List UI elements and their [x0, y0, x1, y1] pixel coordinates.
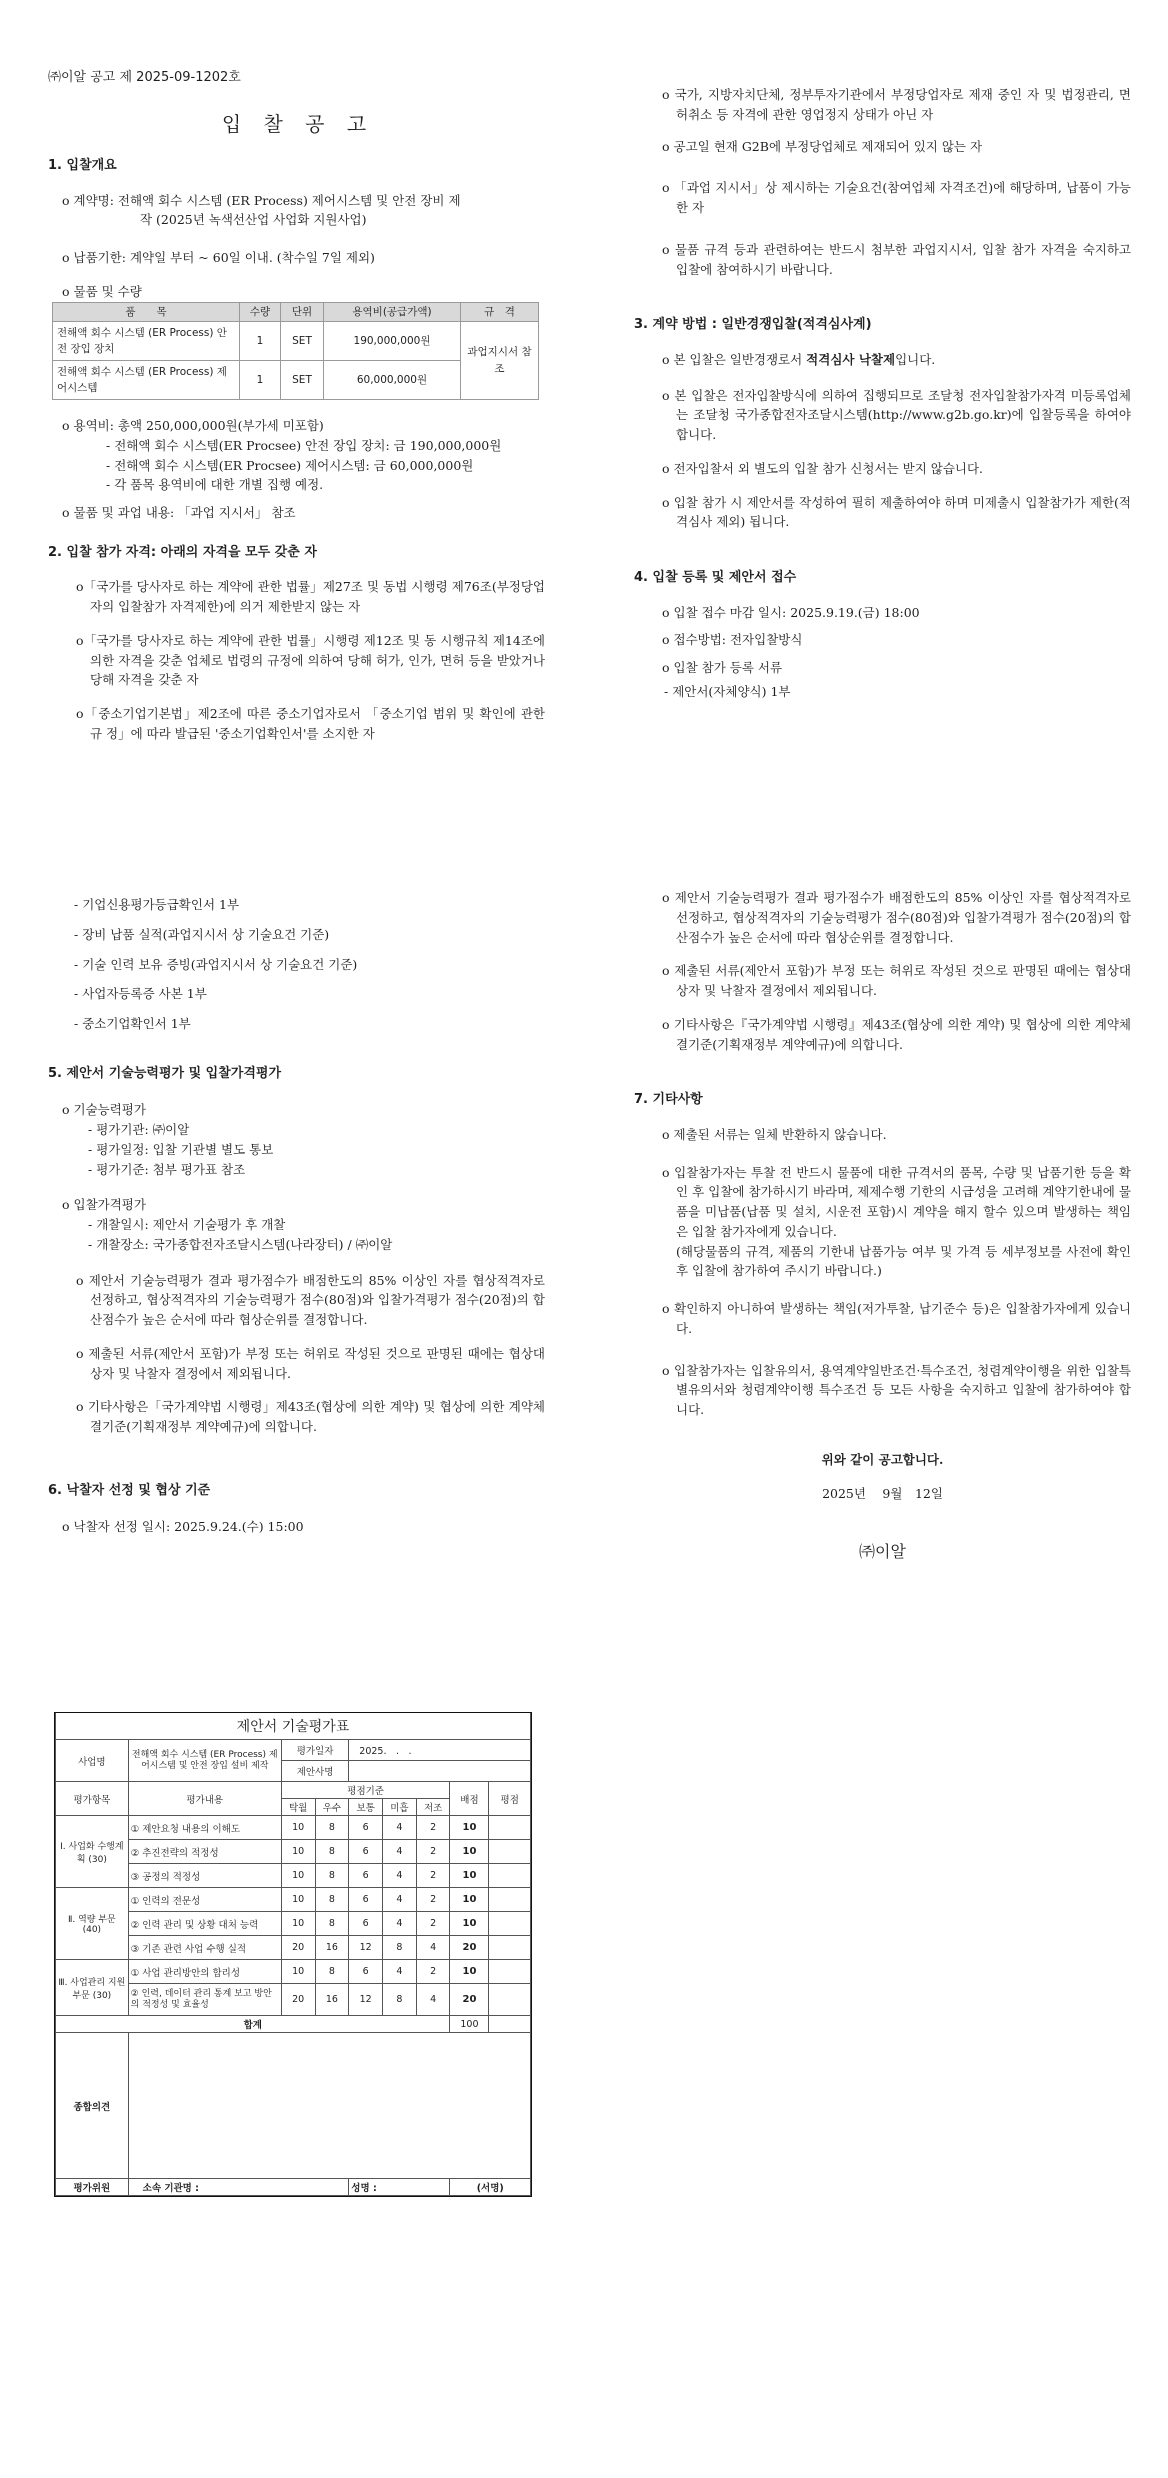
- score-header: 평점: [489, 1782, 531, 1816]
- opening-time: - 개찰일시: 제안서 기술평가 후 개찰: [88, 1217, 286, 1233]
- section-1-title: 1. 입찰개요: [48, 158, 117, 173]
- col-spec: 규 격: [461, 302, 539, 322]
- misc-4: o 입찰참가자는 입찰유의서, 용역계약일반조건·특수조건, 청렴계약이행을 위한 입찰특별유의서와 청렴계약이행 특수조건 등 모든 사항을 숙지하고 입찰에 참가하여야 합니다.: [662, 1362, 1131, 1418]
- company-name: ㈜이알: [859, 1542, 906, 1562]
- service-cost-note: - 각 품목 용역비에 대한 개별 집행 예정.: [106, 477, 324, 493]
- score-input: [489, 1816, 531, 1840]
- eval-rule-3: o 기타사항은「국가계약법 시행령」제43조(협상에 의한 계약) 및 협상에 의한 계약체 결기준(기획재정부 계약예규)에 의합니다.: [76, 1399, 545, 1435]
- allocation-cell: 10: [450, 1864, 489, 1888]
- score-cell: 10: [281, 1840, 315, 1864]
- score-cell: 10: [281, 1864, 315, 1888]
- score-cell: 6: [349, 1864, 383, 1888]
- item-name: 전해액 회수 시스템 (ER Process) 제어시스템: [53, 361, 240, 400]
- qualification-5: o 공고일 현재 G2B에 부정당업체로 제재되어 있지 않는 자: [662, 138, 983, 154]
- score-cell: 8: [315, 1912, 349, 1936]
- tech-evaluation: o 기술능력평가: [62, 1102, 146, 1118]
- contract-method-1-end: 입니다.: [895, 351, 936, 367]
- total-score: [489, 2016, 531, 2033]
- winner-selection-date: o 낙찰자 선정 일시: 2025.9.24.(수) 15:00: [62, 1519, 304, 1535]
- criteria-item: ① 사업 관리방안의 합리성: [128, 1960, 281, 1984]
- score-cell: 2: [416, 1912, 450, 1936]
- item-name: 전해액 회수 시스템 (ER Process) 안전 장입 장치: [53, 322, 240, 361]
- tech-eval-org: - 평가기관: ㈜이알: [88, 1122, 190, 1138]
- evaluator-name-label: 성명 :: [349, 2179, 450, 2196]
- left-column-page1: [48, 156, 545, 744]
- score-cell: 8: [315, 1864, 349, 1888]
- misc-2-note: (해당물품의 규격, 제품의 기한내 납품가능 여부 및 가격 등 세부정보를 사전에 확인 후 입찰에 참가하여 주시기 바랍니다.): [676, 1243, 1131, 1279]
- score-cell: 4: [383, 1816, 417, 1840]
- required-documents: o 입찰 참가 등록 서류: [662, 660, 783, 676]
- table-row: [56, 1816, 531, 1840]
- notice-number: ㈜이알 공고 제 2025-09-1202호: [48, 70, 241, 85]
- contract-method-4: o 입찰 참가 시 제안서를 작성하여 필히 제출하여야 하며 미제출시 입찰참가가 제한(적격심사 제외) 됩니다.: [662, 494, 1131, 530]
- item-unit: SET: [281, 322, 324, 361]
- item-header: 평가항목: [56, 1782, 129, 1816]
- score-cell: 6: [349, 1912, 383, 1936]
- eval-rule-1: o 제안서 기술능력평가 결과 평가점수가 배점한도의 85% 이상인 자를 협상적격자로 선정하고, 협상적격자의 기술능력평가 점수(80점)와 입찰가격평가 점수(20점)의 합산점수가 높은 순서에 따라 협상순위를 결정합니다.: [76, 1272, 545, 1328]
- total-label: 합계: [56, 2016, 450, 2033]
- criteria-item: ② 인력 관리 및 상황 대처 능력: [128, 1912, 281, 1936]
- score-cell: 10: [281, 1816, 315, 1840]
- project-label: 사업명: [56, 1740, 129, 1782]
- score-cell: 8: [315, 1960, 349, 1984]
- criteria-item: ② 인력, 데이터 관리 통계 보고 방안의 적정성 및 효율성: [128, 1984, 281, 2016]
- contract-method-1: [634, 350, 1131, 370]
- section-4-title: 4. 입찰 등록 및 제안서 접수: [634, 570, 797, 586]
- score-cell: 4: [383, 1960, 417, 1984]
- grade-good: 우수: [315, 1799, 349, 1816]
- col-item: 품 목: [53, 302, 240, 322]
- score-input: [489, 1864, 531, 1888]
- col-unit: 단위: [281, 302, 324, 322]
- evaluator-signature: (서명): [450, 2179, 531, 2196]
- item-qty: 1: [240, 322, 281, 361]
- score-input: [489, 1936, 531, 1960]
- selection-rule-2: o 제출된 서류(제안서 포함)가 부정 또는 허위로 작성된 것으로 판명된 때에는 협상대 상자 및 낙찰자 결정에서 제외됩니다.: [662, 963, 1131, 998]
- opinion-row: [56, 2033, 531, 2179]
- required-doc-3: - 장비 납품 실적(과업지시서 상 기술요건 기준): [74, 926, 330, 942]
- score-cell: 4: [416, 1984, 450, 2016]
- contract-method-1-text: o 본 입찰은 일반경쟁로서: [662, 351, 807, 367]
- score-cell: 8: [383, 1936, 417, 1960]
- service-cost-item2: - 전해액 회수 시스템(ER Procsee) 제어시스템: 금 60,000,000원: [106, 457, 474, 473]
- opinion-label: 종합의견: [56, 2033, 129, 2179]
- contract-method-1-bold: 적격심사 낙찰제: [806, 351, 896, 367]
- allocation-cell: 10: [450, 1840, 489, 1864]
- project-name: 전해액 회수 시스템 (ER Process) 제어시스템 및 안전 장입 설비 제작: [128, 1740, 281, 1782]
- item-unit: SET: [281, 361, 324, 400]
- score-cell: 8: [315, 1816, 349, 1840]
- score-cell: 4: [383, 1912, 417, 1936]
- evaluation-title: 제안서 기술평가표: [56, 1713, 531, 1740]
- score-input: [489, 1888, 531, 1912]
- evaluator-affiliation: 소속 기관명 :: [128, 2179, 349, 2196]
- proposer-label: 제안사명: [281, 1761, 348, 1782]
- contract-name-line1: o 계약명: 전해액 회수 시스템 (ER Process) 제어시스템 및 안전 장비 제: [62, 192, 461, 208]
- score-cell: 20: [281, 1936, 315, 1960]
- allocation-cell: 20: [450, 1984, 489, 2016]
- section-6-title: 6. 낙찰자 선정 및 협상 기준: [48, 1482, 211, 1498]
- qualification-3: o「중소기업기본법」제2조에 따른 중소기업자로서 「중소기업 범위 및 확인에 관한 규 정」에 따라 발급된 '중소기업확인서'를 소지한 자: [76, 706, 545, 741]
- qualification-1: o「국가를 당사자로 하는 계약에 관한 법률」제27조 및 동법 시행령 제76조(부정당업자의 입찰참가 자격제한)에 의거 제한받지 않는 자: [76, 579, 545, 615]
- required-doc-6: - 중소기업확인서 1부: [74, 1016, 191, 1031]
- col-qty: 수량: [240, 302, 281, 322]
- announcement-date: 2025년 9월 12일: [822, 1485, 943, 1501]
- allocation-header: 배점: [450, 1782, 489, 1816]
- score-cell: 20: [281, 1984, 315, 2016]
- right-column-page2: [634, 888, 1131, 1565]
- table-row: [53, 322, 539, 361]
- section-3-title: 3. 계약 방법 : 일반경쟁입찰(적격심사계): [634, 317, 872, 333]
- table-row: [56, 1888, 531, 1912]
- qualification-6: o 「과업 지시서」상 제시하는 기술요건(참여업체 자격조건)에 해당하며, 납품이 가능한 자: [662, 180, 1131, 215]
- score-cell: 6: [349, 1840, 383, 1864]
- score-cell: 10: [281, 1888, 315, 1912]
- allocation-cell: 20: [450, 1936, 489, 1960]
- right-column-page1: [634, 85, 1131, 702]
- grade-bad: 저조: [416, 1799, 450, 1816]
- tech-eval-criteria: - 평가기준: 첨부 평가표 참조: [88, 1161, 246, 1177]
- contract-method-3: o 전자입찰서 외 별도의 입찰 참가 신청서는 받지 않습니다.: [662, 460, 984, 476]
- section-2-title: 2. 입찰 참가 자격: 아래의 자격을 모두 갖춘 자: [48, 544, 317, 560]
- allocation-cell: 10: [450, 1816, 489, 1840]
- criteria-item: ① 제안요청 내용의 이해도: [128, 1816, 281, 1840]
- score-cell: 10: [281, 1960, 315, 1984]
- total-row: [56, 2016, 531, 2033]
- tech-eval-schedule: - 평가일정: 입찰 기관별 별도 통보: [88, 1141, 274, 1157]
- category-2: Ⅱ. 역량 부문 (40): [56, 1888, 129, 1960]
- score-cell: 16: [315, 1984, 349, 2016]
- score-cell: 16: [315, 1936, 349, 1960]
- service-cost-total: o 용역비: 총액 250,000,000원(부가세 미포함): [62, 418, 324, 434]
- contract-method-2: o 본 입찰은 전자입찰방식에 의하여 집행되므로 조달청 전자입찰참가자격 미등록업체는 조달청 국가종합전자조달시스템(http://www.g2b.go.kr)에 입찰등록을 하여야 합니다.: [662, 387, 1131, 443]
- document-title: 입 찰 공 고: [221, 112, 375, 136]
- grade-poor: 미흡: [383, 1799, 417, 1816]
- allocation-cell: 10: [450, 1960, 489, 1984]
- left-column-page2: [48, 895, 545, 1537]
- score-cell: 4: [416, 1936, 450, 1960]
- grade-average: 보통: [349, 1799, 383, 1816]
- score-cell: 4: [383, 1888, 417, 1912]
- score-input: [489, 1840, 531, 1864]
- selection-rule-3: o 기타사항은『국가계약법 시행령』제43조(협상에 의한 계약) 및 협상에 의한 계약체 결기준(기획재정부 계약예규)에 의합니다.: [662, 1016, 1131, 1052]
- score-cell: 8: [315, 1840, 349, 1864]
- section-5-title: 5. 제안서 기술능력평가 및 입찰가격평가: [48, 1065, 282, 1081]
- table-row: [56, 1960, 531, 1984]
- misc-1: o 제출된 서류는 일체 반환하지 않습니다.: [662, 1126, 887, 1142]
- delivery-deadline: o 납품기한: 계약일 부터 ~ 60일 이내. (착수일 7일 제외): [62, 250, 375, 266]
- item-qty: 1: [240, 361, 281, 400]
- proposer-value: [349, 1761, 531, 1782]
- score-cell: 2: [416, 1840, 450, 1864]
- score-cell: 6: [349, 1816, 383, 1840]
- criteria-item: ③ 공정의 적정성: [128, 1864, 281, 1888]
- item-price: 60,000,000원: [324, 361, 461, 400]
- qualification-4: o 국가, 지방자치단체, 정부투자기관에서 부정당업자로 제재 중인 자 및 법정관리, 면허취소 등 자격에 관한 영업정지 상태가 아닌 자: [662, 87, 1131, 122]
- opening-place: - 개찰장소: 국가종합전자조달시스템(나라장터) / ㈜이알: [88, 1236, 393, 1252]
- score-input: [489, 1984, 531, 2016]
- task-scope: o 물품 및 과업 내용: 「과업 지시서」 참조: [62, 505, 296, 521]
- qualification-7: o 물품 규격 등과 관련하여는 반드시 첨부한 과업지시서, 입찰 참가 자격을 숙지하고 입찰에 참여하시기 바랍니다.: [662, 241, 1131, 277]
- score-cell: 8: [315, 1888, 349, 1912]
- score-input: [489, 1912, 531, 1936]
- score-input: [489, 1960, 531, 1984]
- eval-date-label: 평가일자: [281, 1740, 348, 1761]
- contract-name-line2: 작 (2025년 녹색선산업 사업화 지원사업): [140, 212, 367, 228]
- score-cell: 2: [416, 1888, 450, 1912]
- evaluator-row: [56, 2179, 531, 2196]
- item-price: 190,000,000원: [324, 322, 461, 361]
- total-value: 100: [450, 2016, 489, 2033]
- grade-excellent: 탁월: [281, 1799, 315, 1816]
- price-evaluation: o 입찰가격평가: [62, 1197, 146, 1213]
- allocation-cell: 10: [450, 1888, 489, 1912]
- closing-statement: 위와 같이 공고합니다.: [821, 1451, 944, 1467]
- score-cell: 12: [349, 1984, 383, 2016]
- opinion-box: [128, 2033, 530, 2179]
- score-cell: 8: [383, 1984, 417, 2016]
- category-3: Ⅲ. 사업관리 지원부문 (30): [56, 1960, 129, 2016]
- goods-and-quantity: o 물품 및 수량: [62, 283, 142, 299]
- category-1: Ⅰ. 사업화 수행계획 (30): [56, 1816, 129, 1888]
- required-doc-2: - 기업신용평가등급확인서 1부: [74, 897, 240, 912]
- misc-2: o 입찰참가자는 투찰 전 반드시 물품에 대한 규격서의 품목, 수량 및 납품기한 등을 확인 후 입찰에 참가하시기 바라며, 제제수행 기한의 시급성을 고려해 계약기한내에 물품을 미납품(납품 및 설치, 시운전 포함)시 계약을 해지 할수 있으며 발생하는 책임은 입찰 참가자에게 있습니다.: [662, 1164, 1131, 1239]
- score-cell: 6: [349, 1960, 383, 1984]
- submission-deadline: o 입찰 접수 마감 일시: 2025.9.19.(금) 18:00: [662, 604, 920, 620]
- evaluation-table: [55, 1713, 531, 2196]
- score-cell: 2: [416, 1816, 450, 1840]
- section-7-title: 7. 기타사항: [634, 1092, 703, 1108]
- score-cell: 4: [383, 1840, 417, 1864]
- criteria-item: ② 추진전략의 적정성: [128, 1840, 281, 1864]
- qualification-2: o「국가를 당사자로 하는 계약에 관한 법률」시행령 제12조 및 동 시행규칙 제14조에 의한 자격을 갖춘 업체로 법령의 규정에 의하여 당해 허가, 인가, 면허 등을 받았거나 당해 자격을 갖춘 자: [76, 632, 545, 688]
- content-header: 평가내용: [128, 1782, 281, 1816]
- items-table: [52, 302, 539, 401]
- criteria-item: ③ 기존 관련 사업 수행 실적: [128, 1936, 281, 1960]
- selection-rule-1: o 제안서 기술능력평가 결과 평가점수가 배점한도의 85% 이상인 자를 협상적격자로 선정하고, 협상적격자의 기술능력평가 점수(80점)와 입찰가격평가 점수(20점)의 합산점수가 높은 순서에 따라 협상순위를 결정합니다.: [662, 890, 1131, 945]
- required-doc-1: - 제안서(자체양식) 1부: [664, 683, 791, 699]
- score-cell: 10: [281, 1912, 315, 1936]
- evaluation-sheet: [54, 1712, 532, 2197]
- service-cost-item1: - 전해액 회수 시스템(ER Procsee) 안전 장입 장치: 금 190,000,000원: [106, 437, 502, 453]
- col-price: 용역비(공급가액): [324, 302, 461, 322]
- score-cell: 12: [349, 1936, 383, 1960]
- score-cell: 2: [416, 1960, 450, 1984]
- score-cell: 6: [349, 1888, 383, 1912]
- eval-date-value: 2025. . .: [349, 1740, 531, 1761]
- eval-rule-2: o 제출된 서류(제안서 포함)가 부정 또는 허위로 작성된 것으로 판명된 때에는 협상대 상자 및 낙찰자 결정에서 제외됩니다.: [76, 1345, 545, 1381]
- submission-method: o 접수방법: 전자입찰방식: [662, 632, 803, 648]
- misc-3: o 확인하지 아니하여 발생하는 책임(저가투찰, 납기준수 등)은 입찰참가자에게 있습니다.: [662, 1301, 1131, 1336]
- items-table-header: [53, 302, 539, 322]
- criteria-header: 평점기준: [281, 1782, 450, 1799]
- required-doc-5: - 사업자등록증 사본 1부: [74, 986, 207, 1002]
- evaluator-label: 평가위원: [56, 2179, 129, 2196]
- required-doc-4: - 기술 인력 보유 증빙(과업지시서 상 기술요건 기준): [74, 956, 358, 972]
- allocation-cell: 10: [450, 1912, 489, 1936]
- item-spec: 과업지시서 참조: [461, 322, 539, 400]
- criteria-item: ① 인력의 전문성: [128, 1888, 281, 1912]
- score-cell: 2: [416, 1864, 450, 1888]
- score-cell: 4: [383, 1864, 417, 1888]
